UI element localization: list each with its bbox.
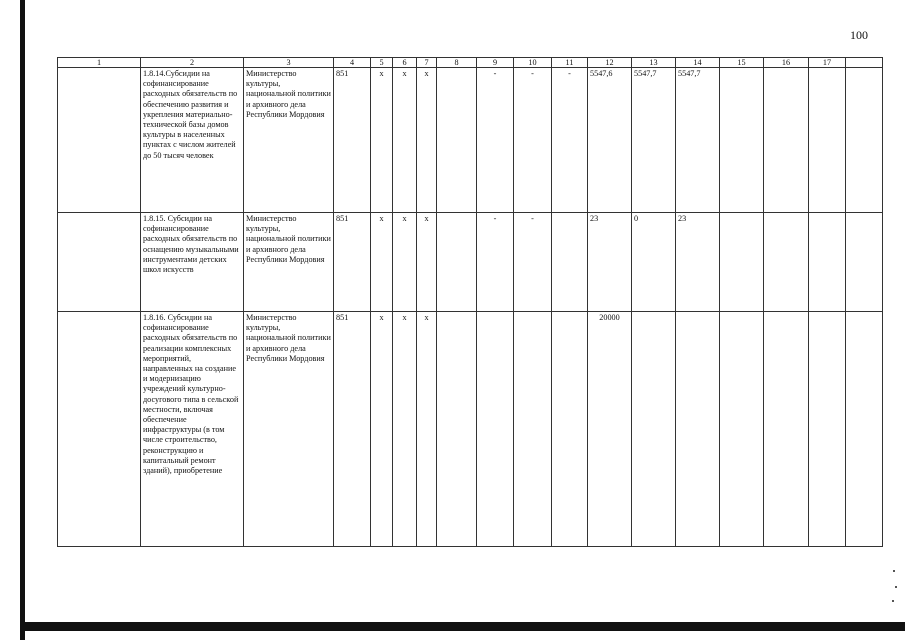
- scan-speck: [892, 600, 894, 602]
- header-cell: 4: [334, 58, 371, 68]
- header-cell: 9: [477, 58, 514, 68]
- cell-col16: [764, 68, 809, 213]
- cell-col14: 5547,7: [676, 68, 720, 213]
- header-cell: 3: [244, 58, 334, 68]
- header-cell: 5: [371, 58, 393, 68]
- cell-col15: [720, 213, 764, 312]
- scan-speck: [893, 570, 895, 572]
- scan-left-border: [20, 0, 25, 640]
- cell-col13: 5547,7: [632, 68, 676, 213]
- page-number: 100: [850, 28, 868, 42]
- header-cell: 6: [393, 58, 417, 68]
- cell-col17: [809, 312, 846, 547]
- cell-col5: х: [371, 213, 393, 312]
- header-cell: 15: [720, 58, 764, 68]
- cell-col7: х: [417, 312, 437, 547]
- cell-col16: [764, 213, 809, 312]
- cell-col9: [477, 312, 514, 547]
- program-table: [57, 57, 883, 547]
- budget-code-cell: 851: [334, 68, 371, 213]
- cell-col14: 23: [676, 213, 720, 312]
- cell-col6: х: [393, 68, 417, 213]
- table-row: [58, 68, 883, 213]
- cell-col11: -: [552, 68, 588, 213]
- budget-code-cell: 851: [334, 213, 371, 312]
- cell-col13: 0: [632, 213, 676, 312]
- measure-name-cell: 1.8.16. Субсидии на софинансирование расходных обязательств по реализации комплексных мероприятий, направленных на создание и модернизацию учреждений культурно-досугового типа в сельской местности, включая обеспечение инфраструктуры (в том числе строительство, реконструкцию и капитальный ремонт зданий), приобретение: [141, 312, 244, 547]
- cell-col11: [552, 213, 588, 312]
- measure-name-cell: 1.8.15. Субсидии на софинансирование расходных обязательств по оснащению музыкальными инструментами детских школ искусств: [141, 213, 244, 312]
- cell-col10: -: [514, 213, 552, 312]
- row-number-cell: [58, 213, 141, 312]
- cell-col12: 5547,6: [588, 68, 632, 213]
- header-cell: 8: [437, 58, 477, 68]
- cell-col14: [676, 312, 720, 547]
- header-cell: 12: [588, 58, 632, 68]
- header-cell: 16: [764, 58, 809, 68]
- table-row: [58, 312, 883, 547]
- cell-col12: 20000: [588, 312, 632, 547]
- cell-col16: [764, 312, 809, 547]
- cell-col9: -: [477, 68, 514, 213]
- header-cell: 14: [676, 58, 720, 68]
- scan-speck: [895, 586, 897, 588]
- cell-col15: [720, 312, 764, 547]
- budget-code-cell: 851: [334, 312, 371, 547]
- header-cell: 13: [632, 58, 676, 68]
- cell-col12: 23: [588, 213, 632, 312]
- cell-col5: х: [371, 312, 393, 547]
- table-row: [58, 213, 883, 312]
- cell-col10: -: [514, 68, 552, 213]
- cell-col7: х: [417, 213, 437, 312]
- executor-cell: Министерство культуры, национальной политики и архивного дела Республики Мордовия: [244, 312, 334, 547]
- cell-col13: [632, 312, 676, 547]
- header-cell: 11: [552, 58, 588, 68]
- cell-col17: [809, 213, 846, 312]
- cell-col11: [552, 312, 588, 547]
- row-number-cell: [58, 312, 141, 547]
- header-cell: 2: [141, 58, 244, 68]
- cell-col17: [809, 68, 846, 213]
- header-cell: 1: [58, 58, 141, 68]
- cell-col6: х: [393, 213, 417, 312]
- header-cell: 7: [417, 58, 437, 68]
- scan-bottom-border: [22, 622, 905, 631]
- header-cell-blank: [846, 58, 883, 68]
- cell-col8: [437, 312, 477, 547]
- measure-name-cell: 1.8.14.Субсидии на софинансирование расходных обязательств по обеспечению развития и укрепления материально-технической базы домов культуры в населенных пунктах с числом жителей до 50 тысяч человек: [141, 68, 244, 213]
- header-cell: 17: [809, 58, 846, 68]
- cell-col7: х: [417, 68, 437, 213]
- cell-blank: [846, 68, 883, 213]
- column-number-row: [58, 58, 883, 68]
- cell-col10: [514, 312, 552, 547]
- cell-col9: -: [477, 213, 514, 312]
- row-number-cell: [58, 68, 141, 213]
- cell-col6: х: [393, 312, 417, 547]
- cell-col15: [720, 68, 764, 213]
- cell-col5: х: [371, 68, 393, 213]
- executor-cell: Министерство культуры, национальной политики и архивного дела Республики Мордовия: [244, 213, 334, 312]
- cell-blank: [846, 312, 883, 547]
- cell-blank: [846, 213, 883, 312]
- header-cell: 10: [514, 58, 552, 68]
- cell-col8: [437, 213, 477, 312]
- executor-cell: Министерство культуры, национальной политики и архивного дела Республики Мордовия: [244, 68, 334, 213]
- cell-col8: [437, 68, 477, 213]
